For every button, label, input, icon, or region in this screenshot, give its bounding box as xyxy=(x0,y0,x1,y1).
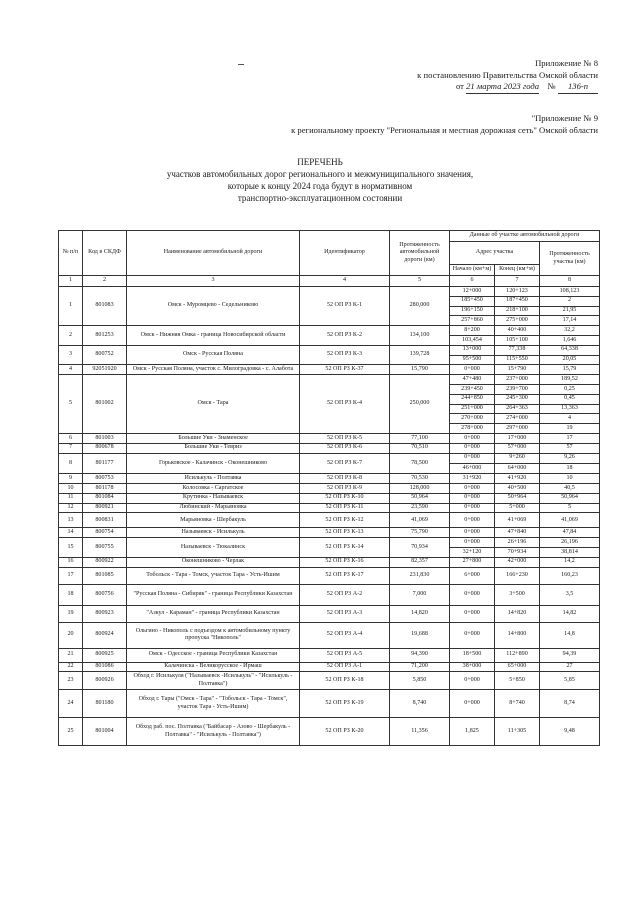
section-end: 17+000 xyxy=(495,433,540,443)
section-length: 20,05 xyxy=(540,355,600,365)
row-length: 280,000 xyxy=(390,287,450,326)
row-road-name: Обход г. Тары ("Омск - Тара" - "Тобольск - Тара - Томск", участок Тара - Усть-Ишим) xyxy=(127,690,300,718)
section-start: 12+000 xyxy=(450,287,495,297)
table-row xyxy=(59,326,600,336)
row-identifier: 52 ОП РЗ А-3 xyxy=(300,605,390,622)
row-number: 4 xyxy=(59,365,83,375)
row-code: 800926 xyxy=(83,672,127,690)
table-row xyxy=(59,584,600,605)
section-end: 40+400 xyxy=(495,326,540,336)
row-code: 801085 xyxy=(83,567,127,584)
section-end: 8+740 xyxy=(495,690,540,718)
section-end: 14+800 xyxy=(495,622,540,648)
table-row xyxy=(59,453,600,463)
row-number: 11 xyxy=(59,493,83,503)
section-length: 1,646 xyxy=(540,335,600,345)
section-end: 297+000 xyxy=(495,424,540,434)
row-code: 800678 xyxy=(83,443,127,453)
section-end: 9+260 xyxy=(495,453,540,463)
section-length: 40,5 xyxy=(540,484,600,494)
table-row xyxy=(59,375,600,385)
section-end: 275+000 xyxy=(495,316,540,326)
section-length: 0,25 xyxy=(540,384,600,394)
table-row xyxy=(59,567,600,584)
row-length: 19,688 xyxy=(390,622,450,648)
row-number: 23 xyxy=(59,672,83,690)
appendix-number: Приложение № 8 xyxy=(535,58,598,68)
section-start: 278+000 xyxy=(450,424,495,434)
section-start: 257+860 xyxy=(450,316,495,326)
row-road-name: Исилькуль - Полтавка xyxy=(127,474,300,484)
row-number: 5 xyxy=(59,375,83,434)
row-number: 20 xyxy=(59,622,83,648)
row-length: 11,356 xyxy=(390,718,450,746)
header-name: Наименование автомобильной дороги xyxy=(127,231,300,276)
col-number: 2 xyxy=(83,276,127,287)
section-length: 19 xyxy=(540,424,600,434)
section-start: 18+500 xyxy=(450,648,495,662)
section-end: 274+000 xyxy=(495,414,540,424)
section-length: 10 xyxy=(540,474,600,484)
col-number: 8 xyxy=(540,276,600,287)
header-start: Начало (км+м) xyxy=(450,265,495,276)
row-identifier: 52 ОП РЗ К-18 xyxy=(300,672,390,690)
section-start: 0+000 xyxy=(450,453,495,463)
row-number: 7 xyxy=(59,443,83,453)
row-length: 5,850 xyxy=(390,672,450,690)
row-code: 800922 xyxy=(83,557,127,567)
section-start: 251+000 xyxy=(450,404,495,414)
row-road-name: Колосовка - Саргатское xyxy=(127,484,300,494)
row-length: 128,000 xyxy=(390,484,450,494)
row-number: 21 xyxy=(59,648,83,662)
row-number: 19 xyxy=(59,605,83,622)
table-row xyxy=(59,443,600,453)
table-row xyxy=(59,672,600,690)
row-road-name: "Русская Поляна - Сибиряк" - граница Республики Казахстан xyxy=(127,584,300,605)
row-road-name: Крутинка - Называевск xyxy=(127,493,300,503)
row-road-name: Марьяновка - Шербакуль xyxy=(127,513,300,528)
row-code: 800923 xyxy=(83,605,127,622)
section-start: 46+000 xyxy=(450,463,495,473)
document-title xyxy=(0,156,640,204)
date-value: 21 марта 2023 года xyxy=(466,81,539,94)
row-identifier: 52 ОП РЗ К-16 xyxy=(300,557,390,567)
col-number: 4 xyxy=(300,276,390,287)
table-row xyxy=(59,484,600,494)
number-prefix: № xyxy=(547,81,556,91)
section-start: 6+000 xyxy=(450,567,495,584)
section-end: 11+305 xyxy=(495,718,540,746)
row-identifier: 52 ОП РЗ К-6 xyxy=(300,443,390,453)
section-length: 8,74 xyxy=(540,690,600,718)
row-number: 1 xyxy=(59,287,83,326)
row-length: 71,200 xyxy=(390,662,450,672)
section-length: 26,196 xyxy=(540,538,600,548)
row-number: 25 xyxy=(59,718,83,746)
roads-table-body xyxy=(59,287,600,746)
row-number: 17 xyxy=(59,567,83,584)
section-start: 0+000 xyxy=(450,484,495,494)
section-length: 14,2 xyxy=(540,557,600,567)
row-length: 82,357 xyxy=(390,557,450,567)
table-row xyxy=(59,528,600,538)
row-identifier: 52 ОП РЗ А-1 xyxy=(300,662,390,672)
row-code: 800752 xyxy=(83,345,127,365)
row-length: 75,790 xyxy=(390,528,450,538)
row-number: 9 xyxy=(59,474,83,484)
table-row xyxy=(59,474,600,484)
table-row xyxy=(59,433,600,443)
table-row xyxy=(59,690,600,718)
section-length: 50,964 xyxy=(540,493,600,503)
section-start: 47+480 xyxy=(450,375,495,385)
row-code: 801002 xyxy=(83,375,127,434)
section-length: 27 xyxy=(540,662,600,672)
row-length: 41,069 xyxy=(390,513,450,528)
title-line-3: которые к концу 2024 года будут в нормативном xyxy=(227,181,413,191)
section-length: 13,363 xyxy=(540,404,600,414)
section-start: 0+000 xyxy=(450,433,495,443)
section-start: 185+450 xyxy=(450,296,495,306)
section-start: 196+150 xyxy=(450,306,495,316)
table-row xyxy=(59,662,600,672)
col-number: 7 xyxy=(495,276,540,287)
row-length: 250,000 xyxy=(390,375,450,434)
section-end: 218+100 xyxy=(495,306,540,316)
section-start: 270+000 xyxy=(450,414,495,424)
row-length: 94,390 xyxy=(390,648,450,662)
row-code: 800755 xyxy=(83,538,127,558)
section-end: 64+000 xyxy=(495,463,540,473)
col-number: 1 xyxy=(59,276,83,287)
section-end: 120+123 xyxy=(495,287,540,297)
row-road-name: Называевск - Исилькуль xyxy=(127,528,300,538)
row-length: 231,830 xyxy=(390,567,450,584)
row-number: 15 xyxy=(59,538,83,558)
table-row xyxy=(59,345,600,355)
row-road-name: Обход г. Исилькуля ("Называевск -Исилькуль" - "Исилькуль - Полтавка") xyxy=(127,672,300,690)
section-length: 4 xyxy=(540,414,600,424)
title-line-4: транспортно-эксплуатационном состоянии xyxy=(237,193,403,203)
row-code: 801086 xyxy=(83,662,127,672)
table-row xyxy=(59,287,600,297)
section-length: 14,82 xyxy=(540,605,600,622)
section-start: 0+000 xyxy=(450,493,495,503)
row-road-name: Омск - Русская Поляна, участок с. Милоградовка - с. Алабота xyxy=(127,365,300,375)
row-road-name: "Азкул - Караман" - граница Республики Казахстан xyxy=(127,605,300,622)
section-length: 21,95 xyxy=(540,306,600,316)
section-start: 103,454 xyxy=(450,335,495,345)
row-code: 801180 xyxy=(83,690,127,718)
section-start: 0+000 xyxy=(450,690,495,718)
row-length: 70,934 xyxy=(390,538,450,558)
section-start: 1,825 xyxy=(450,718,495,746)
row-road-name: Калачинска - Великорусское - Ирмаш xyxy=(127,662,300,672)
row-road-name: Омск - Муромцево - Седельниково xyxy=(127,287,300,326)
row-code: 801253 xyxy=(83,326,127,346)
section-length: 47,84 xyxy=(540,528,600,538)
row-identifier: 52 ОП РЗ К-9 xyxy=(300,484,390,494)
section-end: 112+890 xyxy=(495,648,540,662)
row-code: 800925 xyxy=(83,648,127,662)
section-end: 40+500 xyxy=(495,484,540,494)
row-length: 77,100 xyxy=(390,433,450,443)
row-road-name: Оконешниково - Черлак xyxy=(127,557,300,567)
row-identifier: 52 ОП РЗ А-5 xyxy=(300,648,390,662)
table-row xyxy=(59,622,600,648)
section-end: 245+300 xyxy=(495,394,540,404)
row-road-name: Омск - Одесское - граница Республики Казахстан xyxy=(127,648,300,662)
row-length: 50,964 xyxy=(390,493,450,503)
section-start: 27+800 xyxy=(450,557,495,567)
title-line-1: ПЕРЕЧЕНЬ xyxy=(297,157,343,167)
row-code: 800924 xyxy=(83,622,127,648)
appendix-date-line xyxy=(456,81,598,94)
table-row xyxy=(59,493,600,503)
row-number: 8 xyxy=(59,453,83,474)
row-road-name: Омск - Русская Поляна xyxy=(127,345,300,365)
section-length: 38,814 xyxy=(540,548,600,558)
decorative-dash xyxy=(238,64,244,65)
row-identifier: 52 ОП РЗ А-2 xyxy=(300,584,390,605)
row-length: 7,000 xyxy=(390,584,450,605)
section-length: 14,8 xyxy=(540,622,600,648)
section-length: 3,5 xyxy=(540,584,600,605)
row-road-name: Горьковское - Калачинск - Оконешниково xyxy=(127,453,300,474)
row-code: 800754 xyxy=(83,528,127,538)
section-length: 9,26 xyxy=(540,453,600,463)
row-road-name: Любинский - Марьяновка xyxy=(127,503,300,513)
row-identifier: 52 ОП РЗ К-12 xyxy=(300,513,390,528)
section-end: 239+700 xyxy=(495,384,540,394)
row-code: 801083 xyxy=(83,287,127,326)
row-number: 13 xyxy=(59,513,83,528)
section-length: 0,45 xyxy=(540,394,600,404)
section-length: 160,23 xyxy=(540,567,600,584)
appendix-header-9 xyxy=(291,113,598,136)
section-length: 57 xyxy=(540,443,600,453)
col-number: 5 xyxy=(390,276,450,287)
row-code: 800753 xyxy=(83,474,127,484)
section-end: 187+450 xyxy=(495,296,540,306)
row-identifier: 52 ОП РЗ К-5 xyxy=(300,433,390,443)
section-end: 26+196 xyxy=(495,538,540,548)
row-identifier: 52 ОП РЗ К-7 xyxy=(300,453,390,474)
row-number: 18 xyxy=(59,584,83,605)
section-end: 264+363 xyxy=(495,404,540,414)
appendix-9-number: "Приложение № 9 xyxy=(531,113,598,123)
row-road-name: Большие Уки - Знаменское xyxy=(127,433,300,443)
section-end: 105+100 xyxy=(495,335,540,345)
section-length: 94,39 xyxy=(540,648,600,662)
table-row xyxy=(59,513,600,528)
table-row xyxy=(59,557,600,567)
column-number-row xyxy=(59,276,600,287)
section-start: 32+120 xyxy=(450,548,495,558)
section-end: 42+000 xyxy=(495,557,540,567)
section-end: 5+850 xyxy=(495,672,540,690)
col-number: 6 xyxy=(450,276,495,287)
col-number: 3 xyxy=(127,276,300,287)
section-start: 31+920 xyxy=(450,474,495,484)
section-length: 15,79 xyxy=(540,365,600,375)
title-line-2: участков автомобильных дорог регионального и межмуниципального значения, xyxy=(166,169,474,179)
section-start: 0+000 xyxy=(450,672,495,690)
row-identifier: 52 ОП РЗ К-17 xyxy=(300,567,390,584)
appendix-9-project: к региональному проекту "Региональная и местная дорожная сеть" Омской области xyxy=(291,124,598,135)
section-end: 65+000 xyxy=(495,662,540,672)
row-length: 23,590 xyxy=(390,503,450,513)
row-number: 14 xyxy=(59,528,83,538)
row-identifier: 52 ОП РЗ К-8 xyxy=(300,474,390,484)
section-end: 5+000 xyxy=(495,503,540,513)
row-length: 70,510 xyxy=(390,443,450,453)
section-end: 57+000 xyxy=(495,443,540,453)
row-length: 15,790 xyxy=(390,365,450,375)
row-identifier: 52 ОП РЗ К-10 xyxy=(300,493,390,503)
section-end: 77,338 xyxy=(495,345,540,355)
section-end: 115+550 xyxy=(495,355,540,365)
section-start: 0+000 xyxy=(450,538,495,548)
row-code: 801084 xyxy=(83,493,127,503)
section-length: 17 xyxy=(540,433,600,443)
section-length: 189,52 xyxy=(540,375,600,385)
header-end: Конец (км+м) xyxy=(495,265,540,276)
row-identifier: 52 ОП РЗ К-4 xyxy=(300,375,390,434)
section-length: 18 xyxy=(540,463,600,473)
row-identifier: 52 ОП РЗ К-13 xyxy=(300,528,390,538)
row-identifier: 52 ОП РЗ К-2 xyxy=(300,326,390,346)
section-start: 0+000 xyxy=(450,513,495,528)
row-number: 22 xyxy=(59,662,83,672)
section-length: 64,338 xyxy=(540,345,600,355)
row-identifier: 52 ОП РЗ К-1 xyxy=(300,287,390,326)
row-identifier: 52 ОП РЗ К-37 xyxy=(300,365,390,375)
section-length: 5,85 xyxy=(540,672,600,690)
row-identifier: 52 ОП РЗ К-3 xyxy=(300,345,390,365)
section-start: 0+000 xyxy=(450,503,495,513)
section-end: 70+934 xyxy=(495,548,540,558)
section-start: 0+000 xyxy=(450,528,495,538)
header-length: Протяженность автомобильной дороги (км) xyxy=(390,231,450,276)
row-number: 6 xyxy=(59,433,83,443)
row-code: 800921 xyxy=(83,503,127,513)
table-row xyxy=(59,648,600,662)
roads-table xyxy=(58,230,600,746)
row-code: 801177 xyxy=(83,453,127,474)
row-road-name: Обход раб. пос. Полтавка ("Байбасар - Азово - Шербакуль - Полтавка" - "Исилькуль - Полтавка") xyxy=(127,718,300,746)
header-address: Адрес участка xyxy=(450,242,540,265)
section-start: 0+000 xyxy=(450,584,495,605)
row-length: 78,500 xyxy=(390,453,450,474)
table-row xyxy=(59,718,600,746)
row-code: 800756 xyxy=(83,584,127,605)
section-length: 41,069 xyxy=(540,513,600,528)
section-end: 166+230 xyxy=(495,567,540,584)
section-end: 41+069 xyxy=(495,513,540,528)
section-end: 15+790 xyxy=(495,365,540,375)
row-road-name: Большие Уки - Тевриз xyxy=(127,443,300,453)
table-row xyxy=(59,365,600,375)
row-length: 134,100 xyxy=(390,326,450,346)
section-length: 32,2 xyxy=(540,326,600,336)
row-code: 800831 xyxy=(83,513,127,528)
header-code: Код в СКДФ xyxy=(83,231,127,276)
section-length: 17,14 xyxy=(540,316,600,326)
section-start: 0+000 xyxy=(450,622,495,648)
section-start: 95+500 xyxy=(450,355,495,365)
row-code: 801178 xyxy=(83,484,127,494)
row-road-name: Омск - Нижняя Омка - граница Новосибирской области xyxy=(127,326,300,346)
row-length: 14,820 xyxy=(390,605,450,622)
section-start: 239+450 xyxy=(450,384,495,394)
row-code: 801003 xyxy=(83,433,127,443)
section-length: 108,123 xyxy=(540,287,600,297)
row-identifier: 52 ОП РЗ А-4 xyxy=(300,622,390,648)
section-end: 237+000 xyxy=(495,375,540,385)
header-section-data: Данные об участке автомобильной дороги xyxy=(450,231,600,242)
section-end: 3+500 xyxy=(495,584,540,605)
row-number: 10 xyxy=(59,484,83,494)
date-prefix: от xyxy=(455,81,464,91)
header-ident: Идентификатор xyxy=(300,231,390,276)
section-start: 0+000 xyxy=(450,605,495,622)
table-row xyxy=(59,503,600,513)
section-start: 0+000 xyxy=(450,365,495,375)
appendix-decree: к постановлению Правительства Омской области xyxy=(417,69,598,80)
section-length: 2 xyxy=(540,296,600,306)
row-length: 139,728 xyxy=(390,345,450,365)
row-road-name: Называевск - Тюкалинск xyxy=(127,538,300,558)
row-number: 12 xyxy=(59,503,83,513)
header-num: № п/п xyxy=(59,231,83,276)
section-start: 8+200 xyxy=(450,326,495,336)
section-length: 5 xyxy=(540,503,600,513)
row-identifier: 52 ОП РЗ К-20 xyxy=(300,718,390,746)
row-number: 24 xyxy=(59,690,83,718)
section-length: 9,48 xyxy=(540,718,600,746)
section-end: 50+964 xyxy=(495,493,540,503)
row-number: 3 xyxy=(59,345,83,365)
row-road-name: Омск - Тара xyxy=(127,375,300,434)
section-start: 0+000 xyxy=(450,443,495,453)
section-start: 244+850 xyxy=(450,394,495,404)
row-code: 801004 xyxy=(83,718,127,746)
row-road-name: Ольгино - Никополь с подъездом к автомобильному пункту пропуска "Никополь" xyxy=(127,622,300,648)
section-start: 13+000 xyxy=(450,345,495,355)
table-row xyxy=(59,538,600,548)
row-number: 16 xyxy=(59,557,83,567)
section-end: 47+840 xyxy=(495,528,540,538)
table-row xyxy=(59,605,600,622)
section-end: 41+920 xyxy=(495,474,540,484)
row-identifier: 52 ОП РЗ К-19 xyxy=(300,690,390,718)
row-code: 92051920 xyxy=(83,365,127,375)
row-length: 8,740 xyxy=(390,690,450,718)
row-length: 70,530 xyxy=(390,474,450,484)
appendix-header-8 xyxy=(417,58,598,94)
row-road-name: Тобольск - Тара - Томск, участок Тара - Усть-Ишим xyxy=(127,567,300,584)
row-number: 2 xyxy=(59,326,83,346)
section-start: 38+000 xyxy=(450,662,495,672)
section-end: 14+820 xyxy=(495,605,540,622)
row-identifier: 52 ОП РЗ К-14 xyxy=(300,538,390,558)
header-section-length: Протяженность участка (км) xyxy=(540,242,600,276)
number-value: 136-п xyxy=(558,81,598,94)
row-identifier: 52 ОП РЗ К-11 xyxy=(300,503,390,513)
